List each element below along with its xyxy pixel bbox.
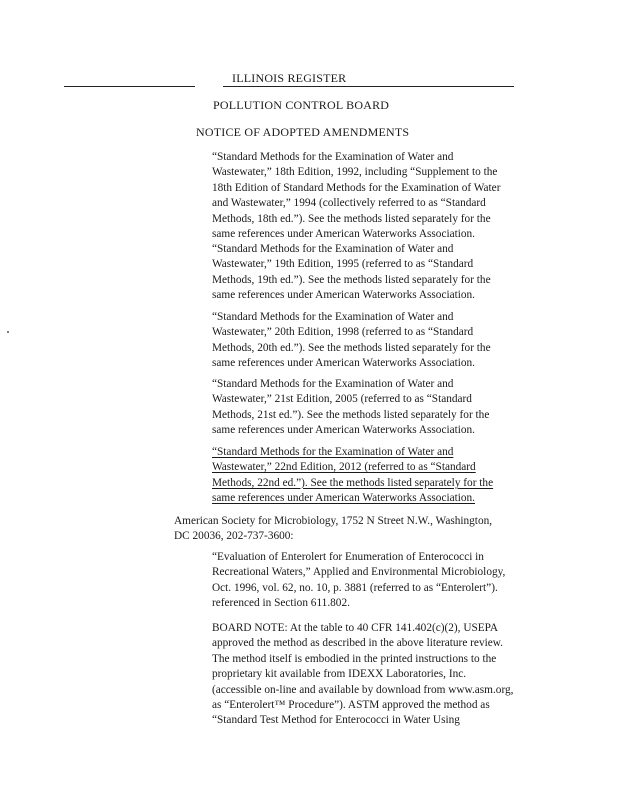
text-line: “Standard Methods for the Examination of Water and bbox=[212, 378, 454, 390]
text-line: 18th Edition of Standard Methods for the Examination of Water bbox=[212, 181, 501, 194]
text-line: Methods, 22nd ed.”). See the methods listed separately for the bbox=[212, 476, 494, 489]
text-line: (accessible on-line and available by download from www.asm.org, bbox=[212, 683, 514, 696]
society-address bbox=[174, 514, 492, 545]
text-line: Wastewater,” 19th Edition, 1995 (referred to as “Standard bbox=[212, 258, 474, 271]
text-line: and Wastewater,” 1994 (collectively referred to as “Standard bbox=[212, 197, 486, 210]
enterolert-reference bbox=[212, 550, 505, 612]
text-line: approved the method as described in the above literature review. bbox=[212, 637, 503, 650]
text-line: Recreational Waters,” Applied and Environmental Microbiology, bbox=[212, 566, 506, 579]
text-line: same references under American Waterworks Association. bbox=[212, 228, 476, 241]
text-line: American Society for Microbiology, 1752 N Street N.W., Washington, bbox=[174, 515, 493, 527]
text-line: “Standard Methods for the Examination of Water and bbox=[212, 151, 454, 163]
reference-18th-edition bbox=[212, 150, 500, 242]
text-line: Methods, 20th ed.”). See the methods listed separately for the bbox=[212, 341, 491, 354]
header-rule bbox=[64, 86, 514, 87]
text-line: Methods, 19th ed.”). See the methods listed separately for the bbox=[212, 273, 491, 286]
text-line: Oct. 1996, vol. 62, no. 10, p. 3881 (referred to as “Enterolert”). bbox=[212, 581, 498, 594]
reference-19th-edition bbox=[212, 242, 491, 304]
text-line: Wastewater,” 20th Edition, 1998 (referred to as “Standard bbox=[212, 326, 474, 339]
board-note bbox=[212, 621, 513, 729]
text-line: Wastewater,” 21st Edition, 2005 (referred to as “Standard bbox=[212, 393, 472, 406]
reference-21st-edition bbox=[212, 377, 489, 439]
text-line: “Standard Methods for the Examination of Water and bbox=[212, 243, 454, 255]
text-line: as “Enterolert™ Procedure”). ASTM approved the method as bbox=[212, 699, 490, 712]
text-line: same references under American Waterworks Association. bbox=[212, 357, 476, 370]
text-line: same references under American Waterworks Association. bbox=[212, 492, 476, 505]
text-line: referenced in Section 611.802. bbox=[212, 597, 350, 610]
header-rule-gap bbox=[195, 84, 223, 89]
text-line: same references under American Waterworks Association. bbox=[212, 289, 476, 302]
text-line: “Standard Methods for the Examination of Water and bbox=[212, 446, 454, 458]
text-line: Wastewater,” 22nd Edition, 2012 (referred to as “Standard bbox=[212, 461, 476, 474]
scan-speck bbox=[7, 331, 9, 333]
text-line: proprietary kit available from IDEXX Laboratories, Inc. bbox=[212, 668, 467, 681]
text-line: “Standard Test Method for Enterococci in Water Using bbox=[212, 714, 460, 727]
reference-20th-edition bbox=[212, 310, 491, 372]
text-line: Wastewater,” 18th Edition, 1992, including “Supplement to the bbox=[212, 166, 498, 179]
text-line: Methods, 21st ed.”). See the methods listed separately for the bbox=[212, 408, 490, 421]
text-line: The method itself is embodied in the printed instructions to the bbox=[212, 652, 497, 665]
text-line: “Evaluation of Enterolert for Enumeration of Enterococci in bbox=[212, 551, 484, 563]
notice-title: NOTICE OF ADOPTED AMENDMENTS bbox=[196, 125, 410, 139]
register-title: ILLINOIS REGISTER bbox=[232, 71, 347, 85]
text-line: DC 20036, 202-737-3600: bbox=[174, 530, 294, 543]
text-line: “Standard Methods for the Examination of Water and bbox=[212, 311, 454, 323]
reference-22nd-edition-added bbox=[212, 445, 493, 507]
text-line: same references under American Waterworks Association. bbox=[212, 424, 476, 437]
board-title: POLLUTION CONTROL BOARD bbox=[213, 98, 390, 112]
text-line: Methods, 18th ed.”). See the methods listed separately for the bbox=[212, 212, 491, 225]
text-line: BOARD NOTE: At the table to 40 CFR 141.402(c)(2), USEPA bbox=[212, 622, 499, 634]
